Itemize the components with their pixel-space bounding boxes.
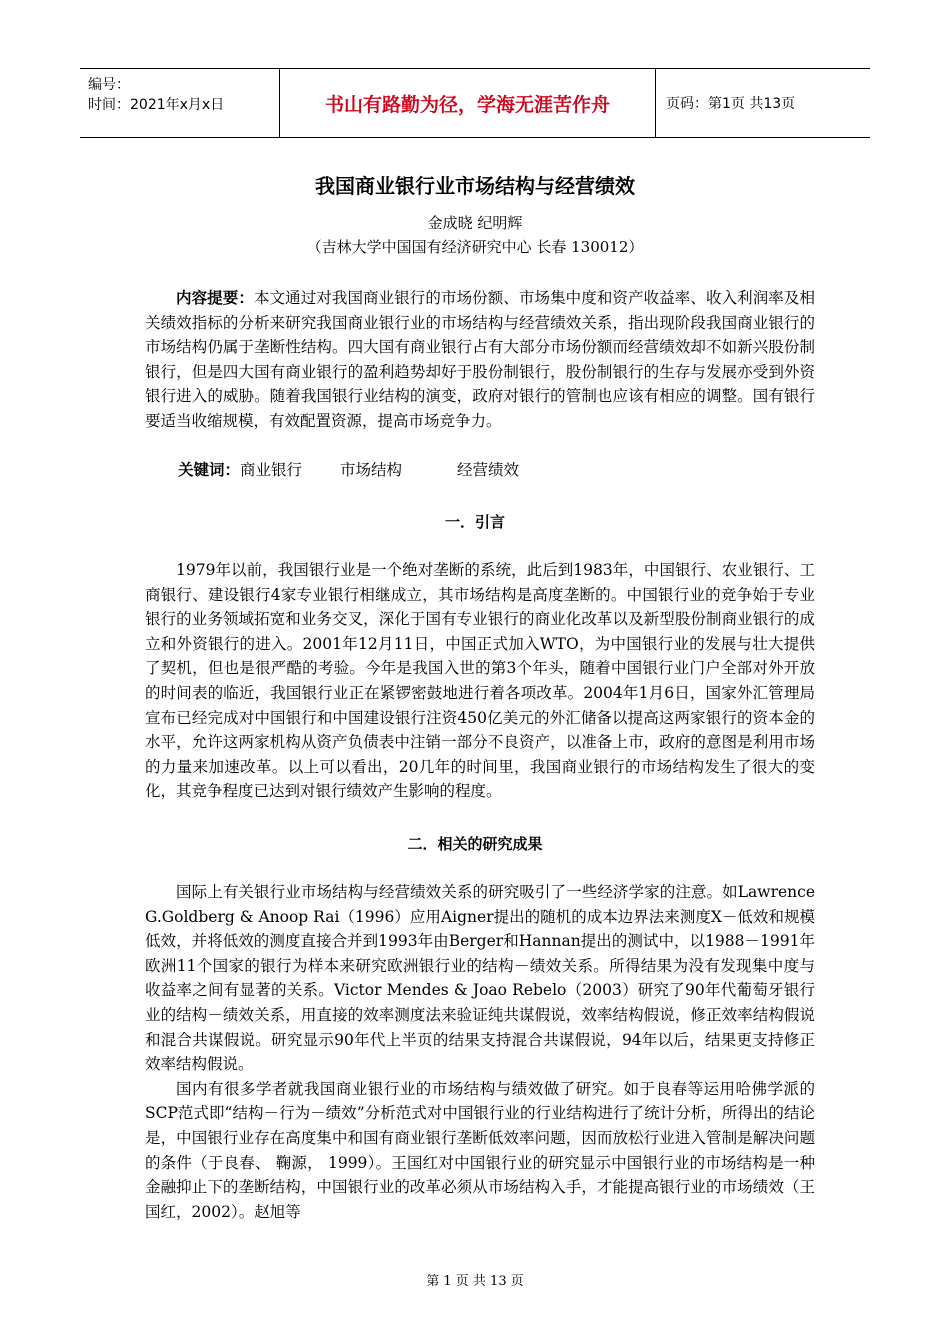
section-heading: 二．相关的研究成果 — [407, 835, 543, 853]
keywords — [178, 458, 557, 482]
affiliation: （吉林大学中国国有经济研究中心 长春 130012） — [306, 238, 644, 256]
page-footer: 第 1 页 共 13 页 — [426, 1274, 524, 1289]
section-heading: 一．引言 — [444, 513, 505, 531]
abstract-text: 本文通过对我国商业银行的市场份额、市场集中度和资产收益率、收入利润率及相关绩效指标的分析来研究我国商业银行业的市场结构与经营绩效关系，指出现阶段我国商业银行的市场结构仍属于垄断性结构。四大国有商业银行占有大部分市场份额而经营绩效却不如新兴股份制银行，但是四大国有商业银行的盈利趋势却好于股份制银行，股份制银行的生存与发展亦受到外资银行进入的威胁。随着我国银行业结构的演变，政府对银行的管制也应该有相应的调整。国有银行要适当收缩规模，有效配置资源，提高市场竞争力。 — [145, 289, 815, 430]
keyword: 商业银行 — [240, 461, 303, 479]
time-label: 时间：2021年x月x日 — [88, 97, 225, 113]
paragraph: 国际上有关银行业市场结构与经营绩效关系的研究吸引了一些经济学家的注意。如Lawrence G.Goldberg & Anoop Rai（1996）应用Aigner提出的随机的成本边界法来测度X－低效和规模低效，并将低效的测度直接合并到1993年由Berger和Hannan提出的测试中，以1988－1991年欧洲11个国家的银行为样本来研究欧洲银行业的结构－绩效关系。所得结果为没有发现集中度与收益率之间有显著的关系。Victor Mendes & Joao Rebelo（2003）研究了90年代葡萄牙银行业的结构－绩效关系，用直接的效率测度法来验证纯共谋假说，效率结构假说，修正效率结构假说和混合共谋假说。研究显示90年代上半页的结果支持混合共谋假说，94年以后，结果更支持修正效率结构假说。 — [145, 883, 815, 1074]
document-title: 我国商业银行业市场结构与经营绩效 — [315, 174, 635, 198]
paragraph: 国内有很多学者就我国商业银行业的市场结构与绩效做了研究。如于良春等运用哈佛学派的SCP范式即“结构－行为－绩效”分析范式对中国银行业的行业结构进行了统计分析，所得出的结论是，中国银行业存在高度集中和国有商业银行垄断低效率问题，因而放松行业进入管制是解决问题的条件（于良春、 鞠源， 1999）。王国红对中国银行业的研究显示中国银行业的市场结构是一种金融抑止下的垄断结构，中国银行业的改革必须从市场结构入手，才能提高银行业的市场绩效（王国红，2002）。赵旭等 — [145, 1079, 815, 1221]
section-body — [145, 558, 815, 804]
authors: 金成晓 纪明辉 — [427, 214, 523, 232]
header-table — [80, 68, 870, 138]
number-label: 编号： — [88, 77, 130, 93]
keywords-label: 关键词： — [178, 461, 241, 479]
keyword: 市场结构 — [340, 461, 403, 479]
keyword: 经营绩效 — [457, 461, 520, 479]
section-body — [145, 880, 815, 1224]
abstract-label: 内容提要： — [176, 289, 254, 307]
abstract — [145, 286, 815, 434]
motto: 书山有路勤为径，学海无涯苦作舟 — [280, 69, 656, 137]
paragraph: 1979年以前，我国银行业是一个绝对垄断的系统，此后到1983年，中国银行、农业银行、工商银行、建设银行4家专业银行相继成立，其市场结构是高度垄断的。中国银行业的竞争始于专业银行的业务领域拓宽和业务交叉，深化于国有专业银行的商业化改革以及新型股份制商业银行的成立和外资银行的进入。2001年12月11日，中国正式加入WTO，为中国银行业的发展与壮大提供了契机，但也是很严酷的考验。今年是我国入世的第3个年头，随着中国银行业门户全部对外开放的时间表的临近，我国银行业正在紧锣密鼓地进行着各项改革。2004年1月6日，国家外汇管理局宣布已经完成对中国银行和中国建设银行注资450亿美元的外汇储备以提高这两家银行的资本金的水平，允许这两家机构从资产负债表中注销一部分不良资产，以准备上市，政府的意图是利用市场的力量来加速改革。以上可以看出，20几年的时间里，我国商业银行的市场结构发生了很大的变化，其竞争程度已达到对银行绩效产生影响的程度。 — [145, 561, 815, 801]
page-info: 页码：第1页 共13页 — [666, 96, 796, 112]
header-meta — [80, 69, 280, 137]
